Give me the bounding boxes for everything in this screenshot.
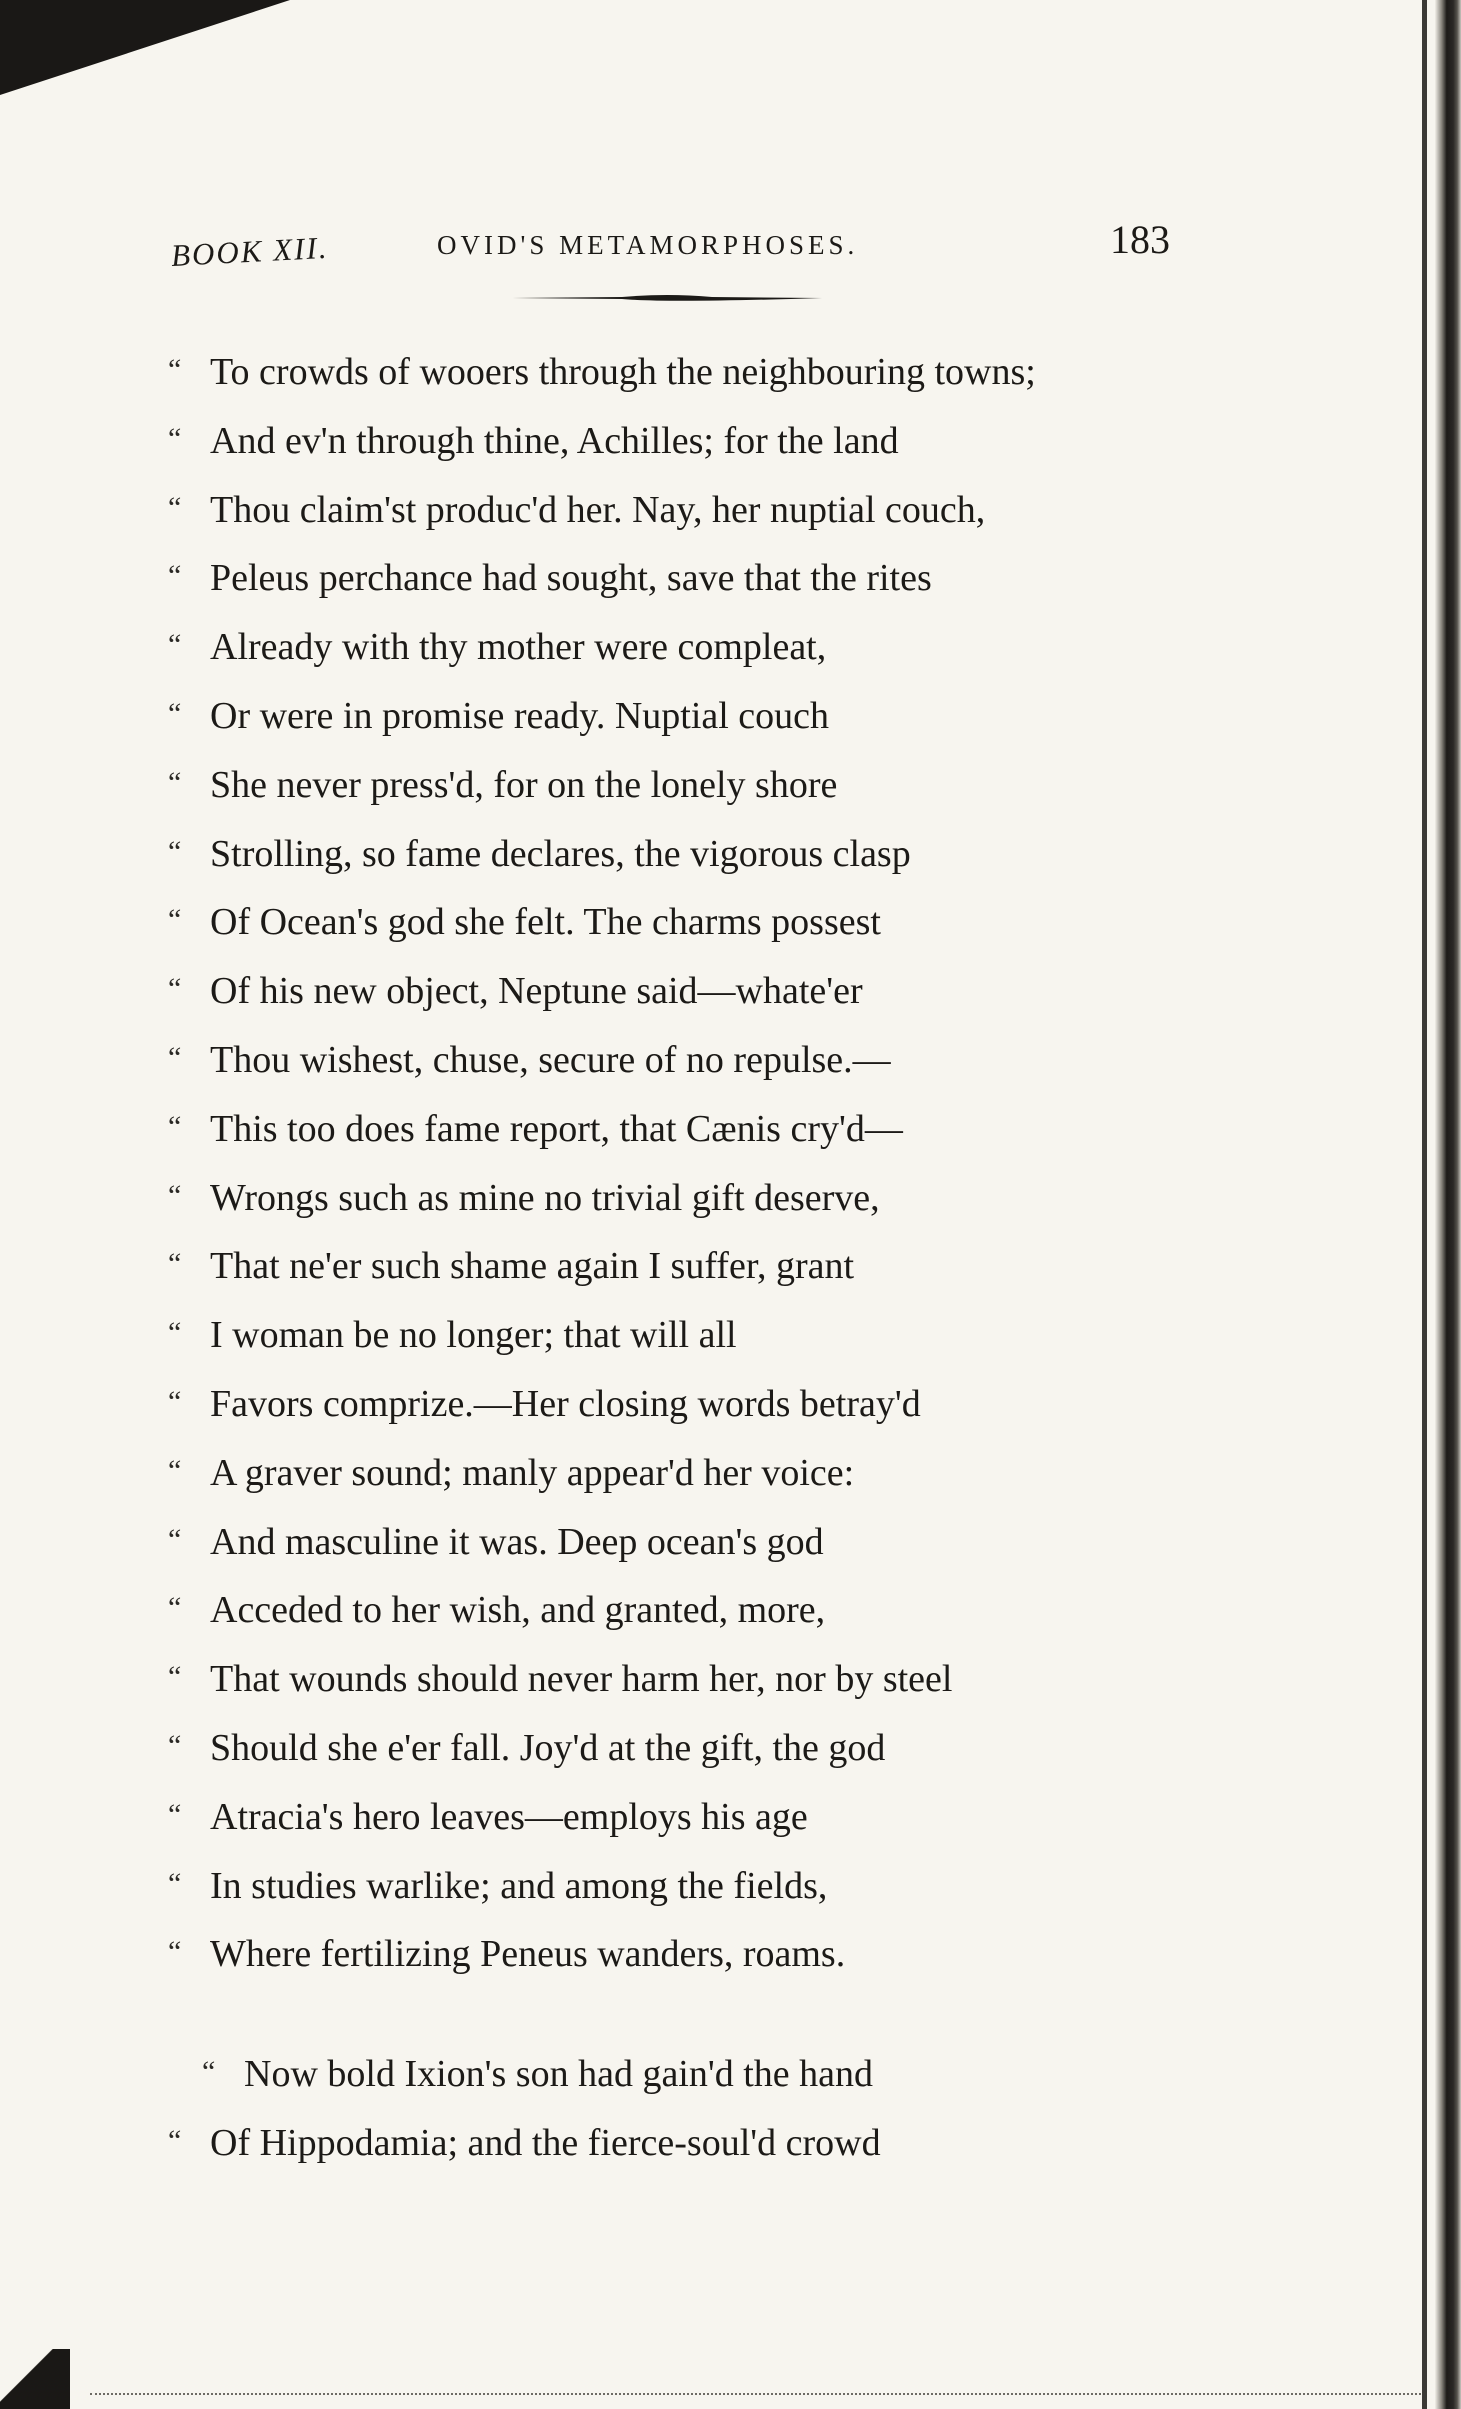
- verse-text: And ev'n through thine, Achilles; for the land: [210, 419, 899, 462]
- quotation-mark: “: [168, 1109, 182, 1143]
- verse-line: [168, 1232, 1228, 1301]
- verse-line: [168, 1645, 1228, 1714]
- quotation-mark: “: [168, 1384, 182, 1418]
- verse-text: Should she e'er fall. Joy'd at the gift, the god: [210, 1726, 886, 1769]
- book-label: BOOK XII.: [170, 229, 330, 274]
- verse-text: Of Ocean's god she felt. The charms possest: [210, 901, 881, 944]
- verse-text: Wrongs such as mine no trivial gift deserve,: [210, 1176, 880, 1219]
- poem-stanza-1: [168, 338, 1228, 1989]
- verse-line: [168, 338, 1228, 407]
- verse-line: [168, 1439, 1228, 1508]
- verse-line: [168, 476, 1228, 545]
- running-header: [172, 216, 1172, 276]
- quotation-mark: “: [168, 1591, 182, 1625]
- verse-line: [168, 544, 1228, 613]
- verse-line: [168, 820, 1228, 889]
- page-bottom-edge: [90, 2391, 1421, 2395]
- quotation-mark: “: [168, 1660, 182, 1694]
- verse-text: Thou claim'st produc'd her. Nay, her nuptial couch,: [210, 488, 986, 531]
- verse-text: Favors comprize.—Her closing words betray'd: [210, 1382, 921, 1425]
- verse-line: [168, 957, 1228, 1026]
- quotation-mark: “: [202, 2055, 216, 2088]
- verse-text: That ne'er such shame again I suffer, grant: [210, 1245, 855, 1288]
- verse-text: Of Hippodamia; and the fierce-soul'd crowd: [210, 2121, 881, 2164]
- quotation-mark: “: [168, 972, 182, 1006]
- page-corner-shadow: [0, 0, 290, 95]
- verse-text: Acceded to her wish, and granted, more,: [210, 1589, 826, 1632]
- verse-text: A graver sound; manly appear'd her voice:: [210, 1451, 855, 1494]
- quotation-mark: “: [168, 1316, 182, 1350]
- page-number: 183: [1110, 217, 1170, 262]
- ornamental-rule: [512, 293, 822, 303]
- verse-text: I woman be no longer; that will all: [210, 1314, 737, 1357]
- verse-line: [168, 1576, 1228, 1645]
- verse-line: [168, 407, 1228, 476]
- quotation-mark: “: [168, 1935, 182, 1969]
- quotation-mark: “: [168, 1728, 182, 1762]
- verse-line: [168, 1920, 1228, 1989]
- verse-text: Strolling, so fame declares, the vigorous clasp: [210, 832, 911, 875]
- verse-text: Or were in promise ready. Nuptial couch: [210, 694, 830, 737]
- verse-text: And masculine it was. Deep ocean's god: [210, 1520, 824, 1563]
- book-gutter-edge: [1435, 0, 1461, 2409]
- quotation-mark: “: [168, 628, 182, 662]
- verse-line: [168, 2109, 1228, 2178]
- verse-line: [168, 682, 1228, 751]
- verse-text: To crowds of wooers through the neighbouring towns;: [210, 351, 1036, 393]
- verse-line: [168, 2040, 1228, 2109]
- quotation-mark: “: [168, 765, 182, 799]
- quotation-mark: “: [168, 353, 182, 386]
- quotation-mark: “: [168, 1040, 182, 1074]
- quotation-mark: “: [168, 696, 182, 730]
- quotation-mark: “: [168, 559, 182, 593]
- verse-text: Atracia's hero leaves—employs his age: [210, 1795, 808, 1838]
- quotation-mark: “: [168, 2123, 182, 2157]
- verse-text: Where fertilizing Peneus wanders, roams.: [210, 1933, 846, 1976]
- quotation-mark: “: [168, 1178, 182, 1212]
- verse-line: [168, 1370, 1228, 1439]
- verse-text: Thou wishest, chuse, secure of no repulse.—: [210, 1038, 891, 1081]
- verse-line: [168, 1026, 1228, 1095]
- quotation-mark: “: [168, 421, 182, 455]
- quotation-mark: “: [168, 1522, 182, 1556]
- verse-line: [168, 1783, 1228, 1852]
- verse-line: [168, 613, 1228, 682]
- quotation-mark: “: [168, 834, 182, 868]
- verse-line: [168, 1852, 1228, 1921]
- quotation-mark: “: [168, 490, 182, 524]
- verse-text: She never press'd, for on the lonely shore: [210, 763, 838, 806]
- verse-line: [168, 1714, 1228, 1783]
- quotation-mark: “: [168, 1866, 182, 1900]
- verse-line: [168, 888, 1228, 957]
- quotation-mark: “: [168, 1247, 182, 1281]
- running-title: OVID'S METAMORPHOSES.: [437, 230, 859, 260]
- quotation-mark: “: [168, 1797, 182, 1831]
- verse-line: [168, 1508, 1228, 1577]
- verse-text: Now bold Ixion's son had gain'd the hand: [244, 2053, 874, 2095]
- verse-text: In studies warlike; and among the fields,: [210, 1864, 828, 1907]
- quotation-mark: “: [168, 903, 182, 937]
- bottom-corner-shadow: [0, 2349, 70, 2409]
- verse-text: That wounds should never harm her, nor by steel: [210, 1658, 953, 1701]
- verse-text: Already with thy mother were compleat,: [210, 626, 827, 669]
- gutter-line: [1422, 0, 1427, 2409]
- verse-line: [168, 1301, 1228, 1370]
- verse-line: [168, 751, 1228, 820]
- quotation-mark: “: [168, 1453, 182, 1487]
- verse-line: [168, 1095, 1228, 1164]
- verse-text: Of his new object, Neptune said—whate'er: [210, 970, 863, 1013]
- verse-text: Peleus perchance had sought, save that the rites: [210, 557, 932, 600]
- verse-line: [168, 1164, 1228, 1233]
- verse-text: This too does fame report, that Cænis cry'd—: [210, 1107, 903, 1150]
- poem-stanza-2: [168, 2040, 1228, 2178]
